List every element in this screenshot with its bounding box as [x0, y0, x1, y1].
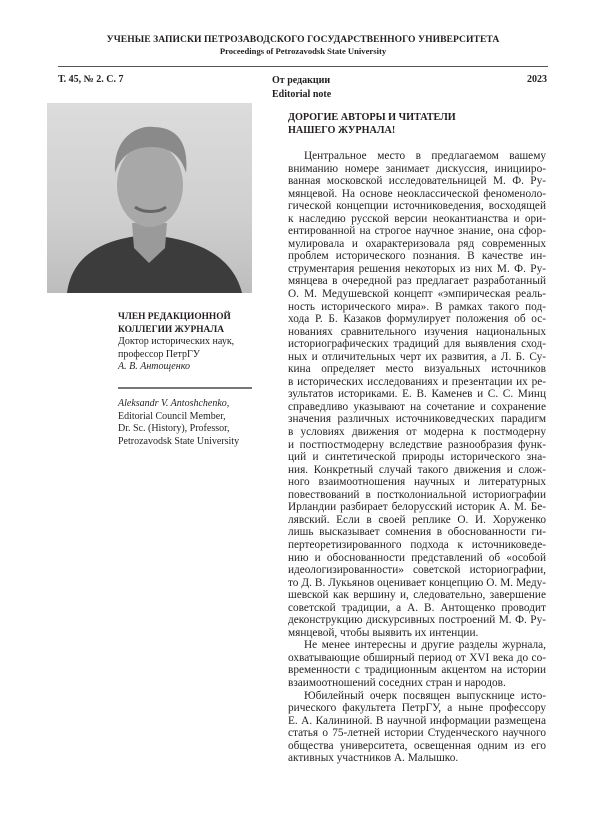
- text-line: пертеоретизированного подхода к источниковеде-: [288, 538, 546, 551]
- paragraph: [288, 639, 546, 689]
- text-line: ния. Конкретный случай такого движения и слож-: [288, 463, 546, 476]
- text-line: повествований в постколониальной историографии: [288, 488, 546, 501]
- text-line: временности с традиционным акцентом на истории: [288, 664, 546, 677]
- text-line: шевской как вершину и, следовательно, завершение: [288, 589, 546, 602]
- author-info-en: [118, 398, 258, 448]
- article-heading: [288, 111, 456, 137]
- author-name-en: Aleksandr V. Antoshchenko,: [118, 398, 230, 409]
- text-line: охватывающие обширный период от XVI века до со-: [288, 651, 546, 664]
- issue-info: Т. 45, № 2. С. 7: [58, 74, 124, 85]
- article-body: [288, 150, 546, 765]
- text-line: советской традиции, а А. В. Антощенко проводит: [288, 601, 546, 614]
- text-line: кина определяет место визуальных источников: [288, 363, 546, 376]
- text-line: общества университета, освещенная одним из его: [288, 739, 546, 752]
- text-line: справедливо указывают на сочетание и сохранение: [288, 400, 546, 413]
- paragraph: [288, 690, 546, 765]
- year: 2023: [527, 74, 547, 85]
- text-line: мянцева в очередной раз предлагает разработанный: [288, 275, 546, 288]
- text-line: взаимоотношений соседних стран и народов.: [288, 676, 506, 689]
- text-line: хода Р. Б. Казаков формулирует положения об ос-: [288, 313, 546, 326]
- text-line: историографических традиций для выявления сход-: [288, 338, 546, 351]
- text-line: ций и синтетической природы исторического зна-: [288, 451, 546, 464]
- text-line: Юбилейный очерк посвящен выпускнице исто-: [304, 689, 546, 702]
- text-line: статья о 75-летней истории Студенческого научного: [288, 727, 546, 740]
- en-line: Editorial Council Member,: [118, 410, 226, 422]
- en-line: Petrozavodsk State University: [118, 435, 240, 447]
- text-line: в исторических исследованиях и презентации их ре-: [288, 375, 546, 388]
- text-line: ентированной на строгое научное знание, она сфор-: [288, 225, 546, 238]
- text-line: зультатов историками. Е. В. Каменев и С. С. Минц: [288, 388, 546, 401]
- text-line: значения различных источниковедческих парадигм: [288, 413, 546, 426]
- text-line: нованиях сравнительного изучения национальных: [288, 325, 546, 338]
- role-line: ЧЛЕН РЕДАКЦИОННОЙ: [118, 312, 231, 322]
- text-line: мулировала и охарактеризовала ряд современных: [288, 237, 546, 250]
- text-line: и постпостмодерну вследствие разнообразия функ-: [288, 438, 546, 451]
- text-line: ного взаимоотношения научных и литературных: [288, 476, 546, 489]
- text-line: идеологизированности» советской историографии,: [288, 564, 546, 577]
- text-line: гической концепции источниковедения, восходящей: [288, 200, 546, 213]
- text-line: Е. А. Калининой. В научной информации размещена: [288, 714, 546, 727]
- text-line: нию и обоснованности представлений об «особой: [288, 551, 546, 564]
- text-line: мянцевой. На основе неоклассической феноменоло-: [288, 187, 546, 200]
- text-line: активных участников А. Малышко.: [288, 752, 459, 765]
- degree-line: Доктор исторических наук,: [118, 336, 235, 347]
- text-line: Центральное место в предлагаемом вашему: [304, 150, 546, 162]
- text-line: струментария решения некоторых из них М. Ф. Ру-: [288, 262, 546, 275]
- text-line: деконструкцию дискурсивных построений М. Ф. Ру-: [288, 614, 546, 627]
- text-line: то Д. В. Лукьянов оценивает концепцию О. М. Меду-: [288, 576, 546, 589]
- author-photo: [47, 103, 252, 293]
- section-en: Editorial note: [272, 89, 332, 100]
- text-line: ванная московской исследовательницей М. Ф. Ру-: [288, 175, 546, 188]
- sidebar-divider: [118, 387, 252, 389]
- heading-line: ДОРОГИЕ АВТОРЫ И ЧИТАТЕЛИ: [288, 112, 456, 123]
- journal-title: УЧЕНЫЕ ЗАПИСКИ ПЕТРОЗАВОДСКОГО ГОСУДАРСТВЕННОГО УНИВЕРСИТЕТА: [106, 34, 500, 45]
- section-label: [272, 74, 331, 102]
- role-title: [118, 311, 258, 336]
- text-line: к наследию русской версии неокантианства и ори-: [288, 212, 546, 225]
- author-name-ru: А. В. Антощенко: [118, 361, 191, 372]
- text-line: Не менее интересны и другие разделы журнала,: [304, 639, 546, 652]
- text-line: в условиях движения от модерна к постмодерну: [288, 426, 546, 439]
- text-line: ность исторического мира». В рамках такого под-: [288, 300, 546, 313]
- text-line: ных и отличительных черт их развития, а Л. Б. Су-: [288, 350, 546, 363]
- heading-line: НАШЕГО ЖУРНАЛА!: [288, 125, 396, 136]
- text-line: О. М. Медушевской концепт «эмпирическая реаль-: [288, 288, 546, 301]
- en-line: Dr. Sc. (History), Professor,: [118, 423, 230, 434]
- paragraph: [288, 150, 546, 639]
- journal-subtitle: Proceedings of Petrozavodsk State University: [219, 46, 387, 56]
- section-ru: От редакции: [272, 75, 331, 86]
- author-degree: [118, 336, 258, 374]
- text-line: рического факультета ПетрГУ, а ныне профессору: [288, 702, 546, 715]
- text-line: лявский. Если в своей реплике О. И. Хоруженко: [288, 513, 546, 526]
- text-line: проблем исторического познания. В качестве ин-: [288, 250, 546, 263]
- text-line: мянцевой, чтобы выявить их интенции.: [288, 626, 479, 639]
- text-line: Ирландии разбирает белорусский историк А. М. Бе-: [288, 501, 546, 514]
- degree-line: профессор ПетрГУ: [118, 348, 200, 360]
- role-line: КОЛЛЕГИИ ЖУРНАЛА: [118, 324, 225, 335]
- text-line: вниманию номере занимает дискуссия, иницииро-: [288, 162, 546, 175]
- text-line: лишь высказывает сомнения в обоснованности ги-: [288, 526, 546, 539]
- header-divider: [58, 66, 548, 67]
